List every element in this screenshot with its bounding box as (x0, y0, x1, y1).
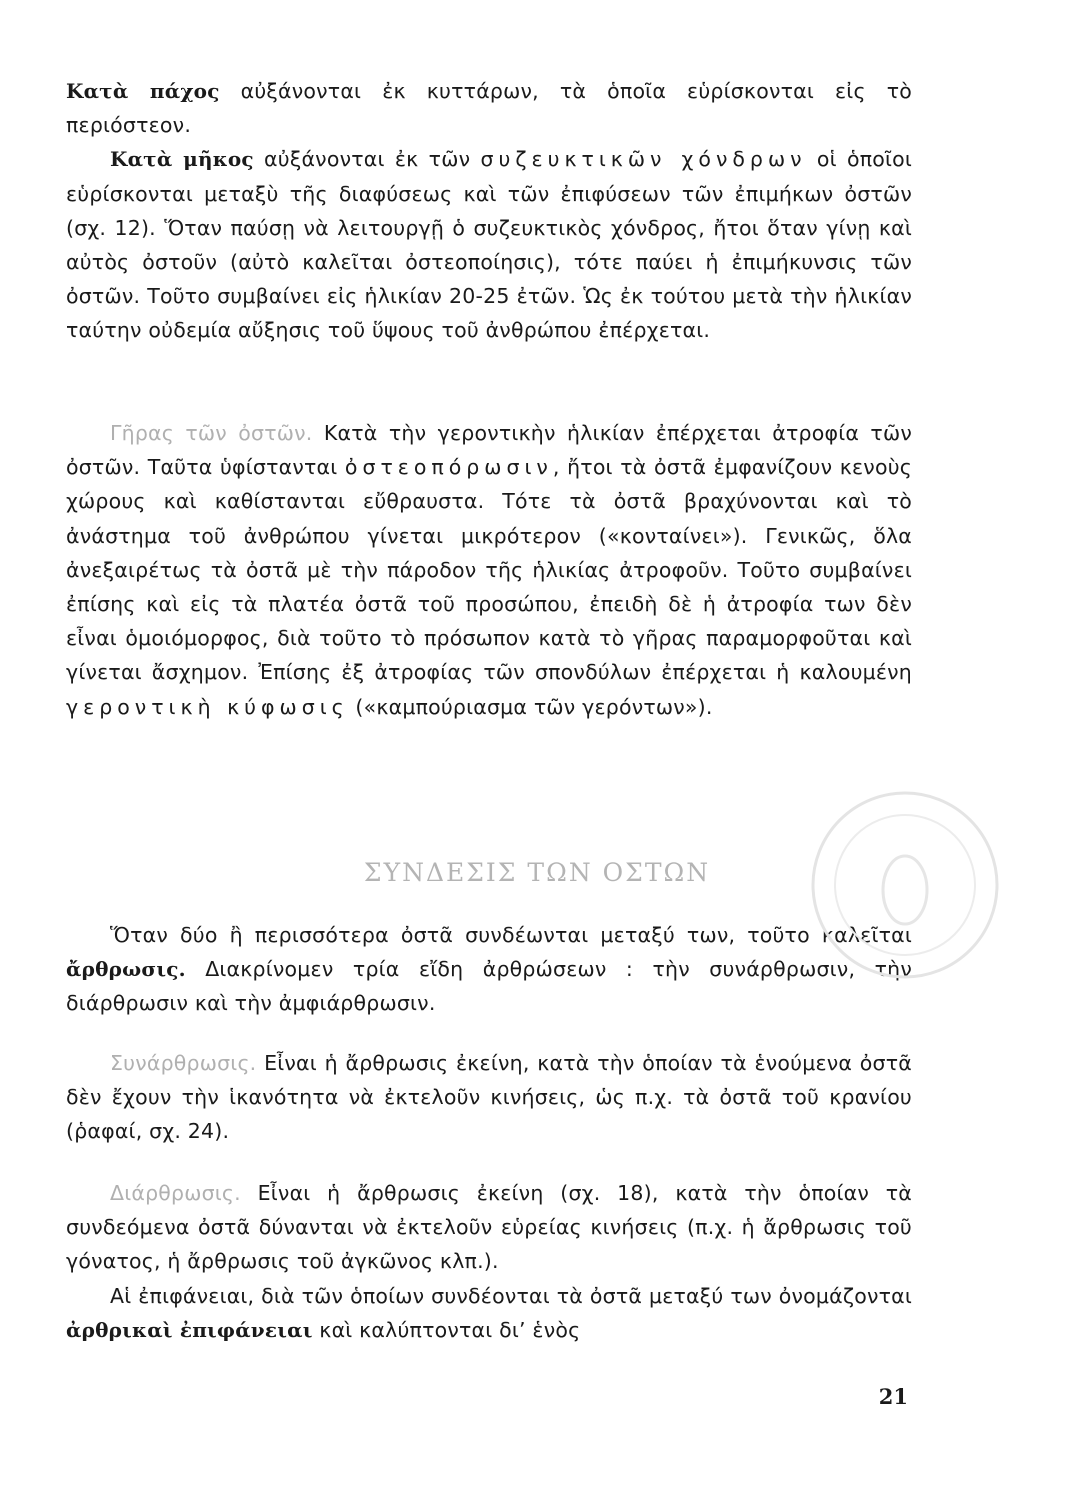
aging-text-a: Κατὰ τὴν γεροντικὴν ἡλικίαν ἐπέρχεται ἀτροφία τῶν ὀστῶν. Ταῦτα ὑφίστανται (66, 421, 912, 480)
joints-section (66, 918, 912, 1021)
aging-spaced-b: γεροντικὴ κύφωσις (66, 694, 349, 719)
aging-text-c: («καμπούριασμα τῶν γερόντων»). (348, 694, 713, 719)
diarthrosis-text: Εἶναι ἡ ἄρθρωσις ἐκείνη (σχ. 18), κατὰ τὴν ὁποίαν τὰ συνδεόμενα ὀστᾶ δύνανται νὰ ἐκτελοῦν εὑρείας κινήσεις (π.χ. ἡ ἄρθρωσις τοῦ γόνατος, ἡ ἄρθρωσις τοῦ ἀγκῶνος κλπ.). (66, 1181, 912, 1274)
aging-text-b: , ἤτοι τὰ ὀστᾶ ἐμφανίζουν κενοὺς χώρους καὶ καθίστανται εὔθραυστα. Τότε τὰ ὀστᾶ βραχύνονται καὶ τὸ ἀνάστημα τοῦ ἀνθρώπου γίνεται μικρότερον («κονταίνει»). Γενικῶς, ὅλα ἀνεξαιρέτως τὰ ὀστᾶ μὲ τὴν πάροδον τῆς ἡλικίας ἀτροφοῦν. Τοῦτο συμβαίνει ἐπίσης καὶ εἰς τὰ πλατέα ὀστᾶ τοῦ προσώπου, ἐπειδὴ δὲ ἡ ἀτροφία των δὲν εἶναι ὁμοιόμορφος, διὰ τοῦτο τὸ πρόσωπον κατὰ τὸ γῆρας παραμορφοῦται καὶ γίνεται ἄσχημον. Ἐπίσης ἐξ ἀτροφίας τῶν σπονδύλων ἐπέρχεται ἡ καλουμένη (66, 455, 912, 685)
aging-paragraph (66, 416, 912, 724)
length-text-a: αὐξάνονται ἐκ τῶν (253, 147, 481, 172)
growth-section (66, 74, 912, 348)
thickness-paragraph (66, 74, 912, 142)
joints-text-b: Διακρίνομεν τρία εἴδη ἀρθρώσεων : τὴν συνάρθρωσιν, τὴν διάρθρωσιν καὶ τὴν ἀμφιάρθρωσιν. (66, 957, 912, 1016)
length-text-b: οἱ ὁποῖοι εὑρίσκονται μεταξὺ τῆς διαφύσεως καὶ τῶν ἐπιφύσεων τῶν ἐπιμήκων ὀστῶν (σχ. 12). Ὅταν παύσῃ νὰ λειτουργῇ ὁ συζευκτικὸς χόνδρος, ἤτοι ὅταν γίνῃ καὶ αὐτὸς ὀστοῦν (αὐτὸ καλεῖται ὀστεοποίησις), τότε παύει ἡ ἐπιμήκυνσις τῶν ὀστῶν. Τοῦτο συμβαίνει εἰς ἡλικίαν 20-25 ἐτῶν. Ὡς ἐκ τούτου μετὰ τὴν ἡλικίαν ταύτην οὐδεμία αὔξησις τοῦ ὕψους τοῦ ἀνθρώπου ἐπέρχεται. (66, 147, 912, 343)
surfaces-text-a: Αἱ ἐπιφάνειαι, διὰ τῶν ὁποίων συνδέονται τὰ ὀστᾶ μεταξύ των ὀνομάζονται (110, 1283, 912, 1308)
thickness-text: αὐξάνονται ἐκ κυττάρων, τὰ ὁποῖα εὑρίσκονται εἰς τὸ περιόστεον. (66, 79, 912, 138)
synarthrosis-section (66, 1046, 912, 1149)
joints-text-a: Ὅταν δύο ἢ περισσότερα ὀστᾶ συνδέωνται μεταξύ των, τοῦτο καλεῖται (110, 923, 912, 947)
surfaces-bold-term: ἀρθρικαὶ ἐπιφάνειαι (66, 1317, 313, 1342)
page-number: 21 (878, 1384, 908, 1409)
joints-bold-term: ἄρθρωσις. (66, 957, 186, 982)
surfaces-text-b: καὶ καλύπτονται δι’ ἑνὸς (312, 1317, 581, 1342)
synarthrosis-paragraph (66, 1046, 912, 1149)
surfaces-paragraph (66, 1279, 912, 1347)
joints-paragraph (66, 918, 912, 1021)
thickness-label: Κατὰ πάχος (66, 79, 220, 103)
section-heading: ΣΥΝΔΕΣΙΣ ΤΩΝ ΟΣΤΩΝ (363, 858, 711, 887)
aging-spaced-a: ὀστεοπόρωσιν (344, 455, 553, 480)
length-paragraph (66, 142, 912, 347)
synarthrosis-text: Εἶναι ἡ ἄρθρωσις ἐκείνη, κατὰ τὴν ὁποίαν τὰ ἑνούμενα ὀστᾶ δὲν ἔχουν τὴν ἱκανότητα νὰ ἐκτελοῦν κινήσεις, ὡς π.χ. τὰ ὀστᾶ τοῦ κρανίου (ῥαφαί, σχ. 24). (66, 1051, 912, 1144)
diarthrosis-label: Διάρθρωσις. (110, 1181, 241, 1205)
aging-section (66, 416, 912, 724)
aging-label: Γῆρας τῶν ὀστῶν. (110, 421, 313, 445)
length-spaced-term: συζευκτικῶν χόνδρων (480, 147, 807, 172)
library-stamp-icon (800, 780, 1010, 990)
length-label: Κατὰ μῆκος (110, 147, 254, 172)
diarthrosis-paragraph (66, 1176, 912, 1279)
diarthrosis-section (66, 1176, 912, 1347)
synarthrosis-label: Συνάρθρωσις. (110, 1051, 257, 1075)
